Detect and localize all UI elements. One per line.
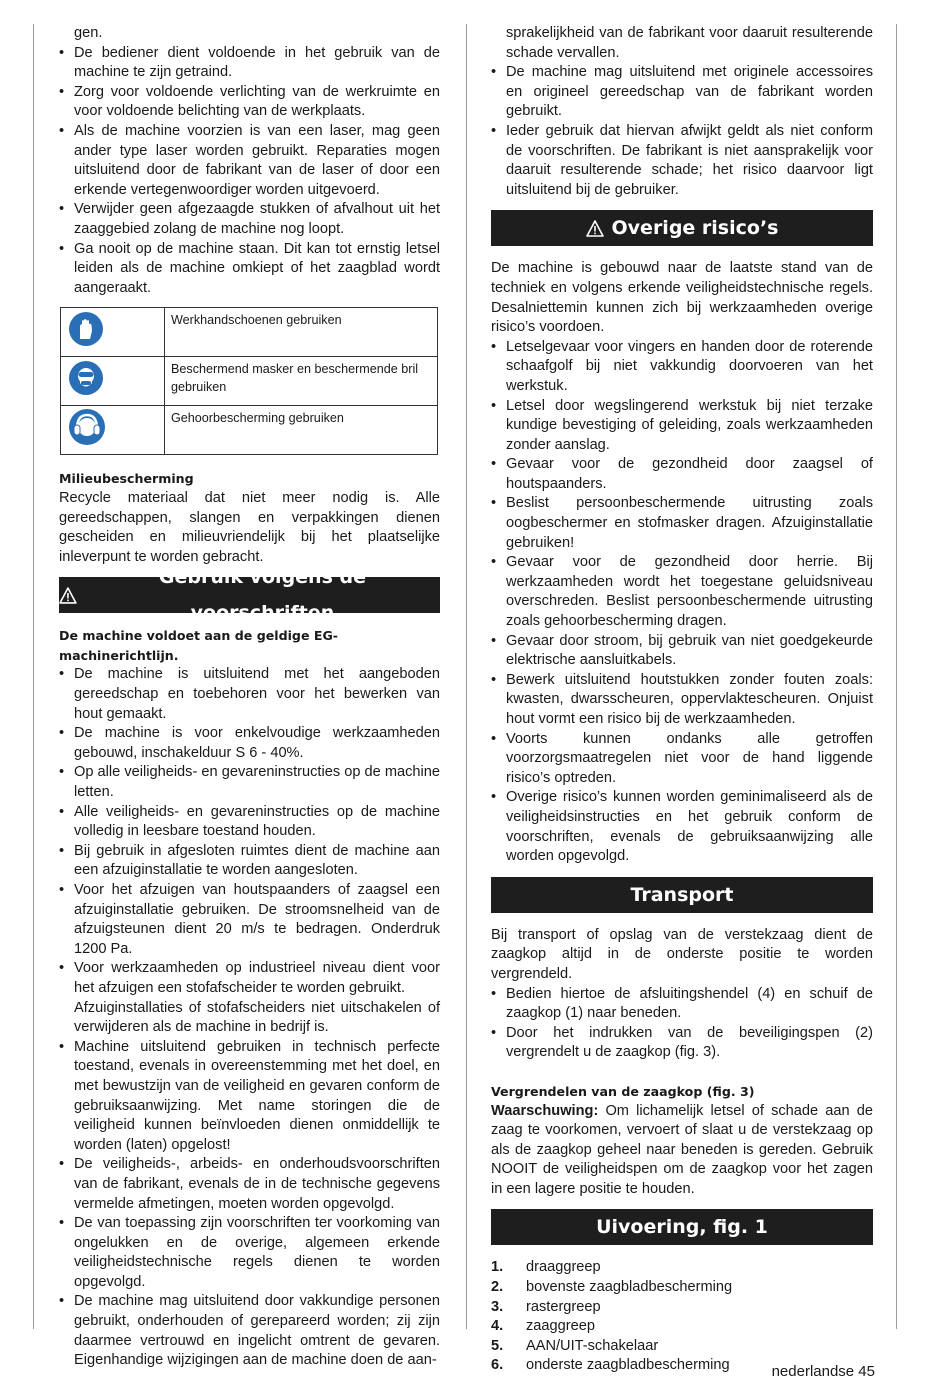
list-item xyxy=(59,665,440,724)
warning-triangle-icon xyxy=(59,587,77,604)
list-item xyxy=(491,632,873,671)
list-item-text: Alle veiligheids- en gevareninstructies op de machine volledig in leesbare toestand houden. xyxy=(74,803,440,840)
column-rule-middle xyxy=(466,24,467,1329)
list-item xyxy=(491,397,873,456)
list-item-extra: Afzuiginstallaties of stofafscheiders niet uitschakelen of verwijderen als de machine in bedrijf is. xyxy=(74,999,440,1036)
risk-paragraph: De machine is gebouwd naar de laatste stand van de techniek en volgens erkende veiligheidstechnische regels. Desalniettemin kunnen zich bij werkzaamheden overige risico’s voordoen. xyxy=(491,260,873,336)
part-item xyxy=(491,1298,873,1318)
warning-text: Om lichamelijk letsel of schade aan de zaag te voorkomen, vervoert of slaat u de verstekzaag op als de zaagkop geheel naar beneden is gereden. Gebruik NOOIT de veiligheidspen om de zaagkop voor het zagen in een lagere positie te houden. xyxy=(491,1102,873,1197)
list-item xyxy=(491,730,873,789)
list-item-text: Bewerk uitsluitend houtstukken zonder fouten zoals: kwasten, dwarsscheuren, oppervlaktescheuren. Onjuist hout vormt een risico bij de werkzaamheden. xyxy=(506,671,873,727)
part-label: draaggreep xyxy=(526,1259,601,1276)
list-item-text: Gevaar door stroom, bij gebruik van niet goedgekeurde elektrische aansluitkabels. xyxy=(506,632,873,669)
list-item-text: Voorts kunnen ondanks alle getroffen voorzorgsmaatregelen niet voor de hand liggende risico’s optreden. xyxy=(506,730,873,786)
part-item xyxy=(491,1317,873,1337)
list-item-continued xyxy=(491,24,873,63)
list-item xyxy=(491,788,873,866)
part-item xyxy=(491,1258,873,1278)
list-item-text: De machine is voor enkelvoudige werkzaamheden gebouwd, inschakelduur S 6 - 40%. xyxy=(74,725,440,761)
list-item xyxy=(491,1024,873,1063)
part-number: 3. xyxy=(491,1298,504,1315)
left-column xyxy=(59,24,440,1371)
ppe-text-ear-protection: Gehoorbescherming gebruiken xyxy=(165,406,438,455)
transport-section-title: Transport xyxy=(630,883,734,906)
list-item-text: Machine uitsluitend gebruiken in technisch perfecte toestand, evenals in overeenstemming met het doel, en met bewustzijn van de veiligheid en gevaren conform de gebruiksaanwijzing. Met name storingen die de veiligheid kunnen beïnvloeden dienen onmiddellijk te worden (laten) opgelost! xyxy=(74,1038,440,1153)
part-label: rastergreep xyxy=(526,1298,601,1315)
risk-section-title: Overige risico’s xyxy=(611,217,779,240)
list-item-text: De machine mag uitsluitend door vakkundige personen gebruikt, onderhouden of gerepareerd worden; zij zijn daarmee vertrouwd en ingelicht omtrent de gevaren. Eigenhandige wijzigingen aan de machine doen de aan- xyxy=(74,1293,440,1369)
list-item xyxy=(59,1155,440,1214)
part-item xyxy=(491,1337,873,1357)
parts-list xyxy=(491,1258,873,1376)
list-item xyxy=(59,763,440,802)
part-label: AAN/UIT-schakelaar xyxy=(526,1337,659,1354)
part-label: zaaggreep xyxy=(526,1318,595,1335)
list-item-text: gen. xyxy=(74,25,103,41)
list-item-text: Als de machine voorzien is van een laser, mag geen ander type laser worden gebruikt. Reparaties mogen uitsluitend door de fabrikant van de laser of door een erkende vertegenwoordiger worden uitgevoerd. xyxy=(74,122,440,198)
transport-section-heading xyxy=(491,877,873,913)
warning-label: Waarschuwing: xyxy=(491,1102,599,1119)
part-number: 2. xyxy=(491,1279,504,1296)
list-item xyxy=(491,63,873,122)
lock-heading: Vergrendelen van de zaagkop (fig. 3) xyxy=(491,1083,755,1099)
list-item xyxy=(59,83,440,122)
mask-goggles-icon xyxy=(69,361,103,395)
ppe-row-gloves xyxy=(61,308,438,357)
part-number: 4. xyxy=(491,1318,504,1335)
list-item-text: De machine mag uitsluitend met originele accessoires en origineel gereedschap van de fabrikant worden gebruikt. xyxy=(506,64,873,120)
part-item xyxy=(491,1278,873,1298)
list-item-continued xyxy=(59,24,440,44)
warning-paragraph xyxy=(491,1102,873,1200)
parts-section-title: Uivoering, fig. 1 xyxy=(596,1216,768,1239)
list-item xyxy=(491,122,873,200)
list-item xyxy=(491,985,873,1024)
risk-bullet-list xyxy=(491,338,873,867)
list-item-text: Verwijder geen afgezaagde stukken of afvalhout uit het zaaggebied zolang de machine nog loopt. xyxy=(74,201,440,237)
list-item xyxy=(59,1214,440,1292)
list-item-text: Bedien hiertoe de afsluitingshendel (4) en schuif de zaagkop (1) naar beneden. xyxy=(506,985,873,1022)
page-footer: nederlandse 45 xyxy=(771,1363,875,1380)
list-item xyxy=(59,842,440,881)
use-subheading: De machine voldoet aan de geldige EG-machinerichtlijn. xyxy=(59,628,339,663)
use-section-heading xyxy=(59,566,440,625)
list-item xyxy=(59,724,440,763)
list-item-text: Gevaar voor de gezondheid door zaagsel of houtspaanders. xyxy=(506,456,873,492)
column-rule-right xyxy=(896,24,897,1329)
gloves-icon xyxy=(69,312,103,346)
list-item xyxy=(491,494,873,553)
ppe-text-mask-goggles: Beschermend masker en beschermende bril gebruiken xyxy=(165,357,438,406)
list-item xyxy=(491,671,873,730)
list-item-text: Ga nooit op de machine staan. Dit kan tot ernstig letsel leiden als de machine omkiept of het zaagblad wordt aangeraakt. xyxy=(74,240,440,296)
list-item-text: Ieder gebruik dat hiervan afwijkt geldt als niet conform de voorschriften. De fabrikant is niet aansprakelijk voor daaruit resulterende schade; het risico daarvoor ligt uitsluitend bij de gebruiker. xyxy=(506,122,873,198)
part-number: 5. xyxy=(491,1337,504,1354)
transport-paragraph: Bij transport of opslag van de verstekzaag dient de zaagkop altijd in de onderste positie te worden vergrendeld. xyxy=(491,926,873,982)
list-item xyxy=(59,803,440,842)
list-item xyxy=(491,338,873,397)
list-item xyxy=(59,200,440,239)
part-number: 6. xyxy=(491,1357,504,1374)
list-item xyxy=(491,455,873,494)
list-item-text: Letsel door wegslingerend werkstuk bij niet terzake kundige bevestiging of geleiding, zoals werkzaamheden zonder aanslag. xyxy=(506,397,873,453)
right-intro-bullet-list xyxy=(491,24,873,200)
list-item-text: sprakelijkheid van de fabrikant voor daaruit resulterende schade vervallen. xyxy=(506,25,873,61)
list-item xyxy=(59,1038,440,1156)
risk-section-heading xyxy=(491,210,873,246)
ppe-text-gloves: Werkhandschoenen gebruiken xyxy=(165,308,438,357)
list-item-text: Letselgevaar voor vingers en handen door de roterende schaafgolf bij niet vakkundig doorvoeren van het werkstuk. xyxy=(506,338,873,394)
list-item xyxy=(59,240,440,299)
part-label: onderste zaagbladbescherming xyxy=(526,1357,730,1374)
ppe-row-ear-protection xyxy=(61,406,438,455)
env-heading: Milieubescherming xyxy=(59,471,194,487)
list-item-text: Beslist persoonbeschermende uitrusting zoals oogbeschermer en stofmasker dragen. Afzuiginstallatie gebruiken! xyxy=(506,495,873,551)
transport-bullet-list xyxy=(491,985,873,1063)
list-item xyxy=(59,881,440,959)
list-item-text: Zorg voor voldoende verlichting van de werkruimte en voor voldoende belichting van de werkplaats. xyxy=(74,83,440,120)
right-column xyxy=(491,24,873,1376)
ear-protection-icon xyxy=(69,409,105,445)
list-item-text: Voor werkzaamheden op industrieel niveau dient voor het afzuigen een stofafscheider te worden gebruikt. xyxy=(74,960,440,996)
list-item-text: De veiligheids-, arbeids- en onderhoudsvoorschriften van de fabrikant, evenals de in de technische gegevens vermelde afmetingen, moeten worden opgevolgd. xyxy=(74,1156,440,1212)
part-label: bovenste zaagbladbescherming xyxy=(526,1279,733,1296)
intro-bullet-list xyxy=(59,24,440,298)
list-item-text: Overige risico’s kunnen worden geminimaliseerd als de veiligheidsinstructies en het gebruik conform de voorschriften, evenals de gebruiksaanwijzing alle worden opgevolgd. xyxy=(506,789,873,865)
list-item xyxy=(59,959,440,1037)
list-item-text: Voor het afzuigen van houtspaanders of zaagsel een afzuiginstallatie gebruiken. De stroomsnelheid van de afzuigsteunen dient 20 m/s te bedragen. Onderdruk 1200 Pa. xyxy=(74,882,440,957)
warning-triangle-icon xyxy=(586,220,604,237)
use-section-title: Gebruik volgens de voorschriften xyxy=(158,566,366,625)
list-item-text: De machine is uitsluitend met het aangeboden gereedschap en toebehoren voor het bewerken van hout gemaakt. xyxy=(74,666,440,722)
list-item xyxy=(59,1292,440,1370)
list-item-text: De van toepassing zijn voorschriften ter voorkoming van ongelukken en de overige, algemeen erkende veiligheidstechnische regels dienen te worden opgevolgd. xyxy=(74,1215,440,1290)
list-item xyxy=(59,44,440,83)
ppe-table xyxy=(60,307,438,455)
list-item-text: De bediener dient voldoende in het gebruik van de machine te zijn getraind. xyxy=(74,44,440,81)
column-rule-left xyxy=(33,24,34,1329)
list-item-text: Op alle veiligheids- en gevareninstructies op de machine letten. xyxy=(74,764,440,801)
parts-section-heading xyxy=(491,1209,873,1245)
env-paragraph: Recycle materiaal dat niet meer nodig is. Alle gereedschappen, slangen en verpakkingen dienen gescheiden en milieuvriendelijk bij het plaatselijke inleverpunt te worden gebracht. xyxy=(59,489,440,565)
use-bullet-list xyxy=(59,665,440,1370)
list-item xyxy=(491,553,873,631)
list-item-text: Bij gebruik in afgesloten ruimtes dient de machine aan een afzuiginstallatie te worden aangesloten. xyxy=(74,842,440,879)
list-item-text: Door het indrukken van de beveiligingspen (2) vergrendelt u de zaagkop (fig. 3). xyxy=(506,1024,873,1061)
list-item xyxy=(59,122,440,200)
part-number: 1. xyxy=(491,1259,504,1276)
list-item-text: Gevaar voor de gezondheid door herrie. Bij werkzaamheden wordt het toegestane geluidsniveau overschreden. Beslist persoonbeschermende uitrusting zoals gehoorbescherming dragen. xyxy=(506,554,873,630)
ppe-row-mask-goggles xyxy=(61,357,438,406)
